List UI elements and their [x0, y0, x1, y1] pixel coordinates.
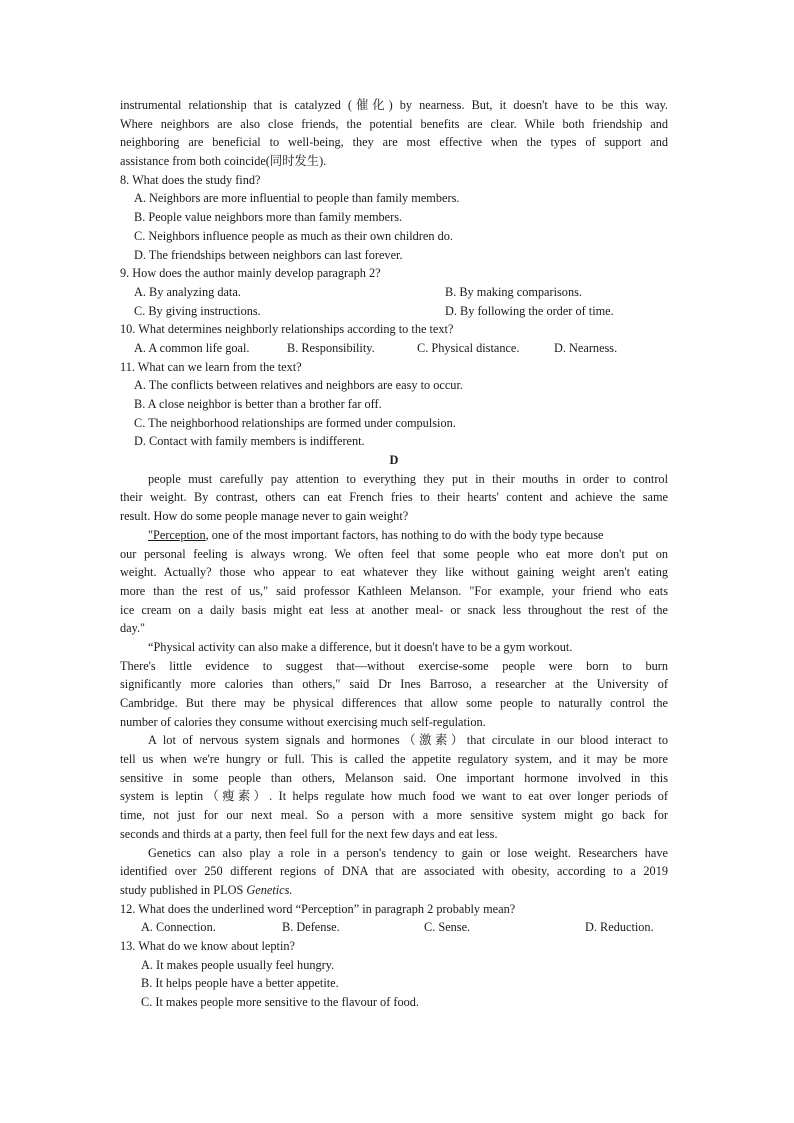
paragraph-line: sensitive in some people than others, Melanson said. One important hormone involved in this — [120, 770, 668, 785]
paragraph-line: seconds and thirds at a party, then feel full for the next few days and eat less. — [120, 826, 498, 841]
option-c: C. By giving instructions. — [134, 303, 261, 318]
options-row — [120, 918, 668, 937]
option-a: A. Neighbors are more influential to people than family members. — [134, 191, 460, 206]
options-row — [120, 339, 668, 358]
option-c: C. It makes people more sensitive to the flavour of food. — [141, 995, 419, 1009]
option-b: B. People value neighbors more than family members. — [134, 210, 403, 225]
paragraph-line: our personal feeling is always wrong. We often feel that some people who eat more don't put on — [120, 546, 668, 561]
section-heading: D — [389, 453, 399, 468]
paragraph-line: more than the rest of us," said professor Kathleen Melanson. "For example, your friend who eats — [120, 583, 668, 598]
question-12 — [120, 900, 668, 937]
paragraph-line: weight. Actually? those who appear to eat whatever they like without gaining weight aren't eating — [120, 565, 668, 580]
option-d: D. The friendships between neighbors can last forever. — [134, 247, 403, 262]
paragraph-5 — [120, 844, 668, 900]
paragraph-line — [120, 881, 668, 900]
option-b: B. A close neighbor is better than a brother far off. — [134, 397, 382, 411]
paragraph-2 — [120, 526, 668, 638]
paragraph-line: system is leptin（瘦素）. It helps regulate how much food we want to eat over longer periods of — [120, 789, 668, 804]
option-a: A. Connection. — [141, 920, 216, 935]
question-9 — [120, 264, 668, 320]
paragraph-line: significantly more calories than others," said Dr Ines Barroso, a researcher at the University of — [120, 677, 668, 692]
paragraph-line: “Physical activity can also make a difference, but it doesn't have to be a gym workout. — [148, 639, 573, 654]
passage-line: assistance from both coincide(同时发生). — [120, 154, 327, 169]
paragraph-line: Genetics can also play a role in a person's tendency to gain or lose weight. Researchers have — [148, 845, 668, 860]
option-c: C. The neighborhood relationships are formed under compulsion. — [134, 415, 456, 430]
paragraph-line: There's little evidence to suggest that—without exercise-some people were born to burn — [120, 658, 668, 673]
option-a: A. It makes people usually feel hungry. — [141, 957, 335, 972]
paragraph-line: A lot of nervous system signals and hormones（激素）that circulate in our blood interact to — [148, 733, 668, 748]
passage-c-end — [120, 96, 668, 171]
option-d: D. Reduction. — [585, 920, 654, 935]
question-stem: 9. How does the author mainly develop paragraph 2? — [120, 266, 381, 281]
passage-line: neighboring are beneficial to well-being, they are most effective when the types of support and — [120, 135, 668, 150]
paragraph-line: identified over 250 different regions of DNA that are associated with obesity, according to a 2019 — [120, 864, 668, 879]
paragraph-line: their weight. By contrast, others can eat French fries to their hearts' content and achieve the same — [120, 490, 668, 505]
paragraph-line: day." — [120, 621, 146, 636]
page-content — [120, 96, 668, 1012]
option-d: D. By following the order of time. — [445, 303, 614, 318]
paragraph-line: time, not just for our next meal. So a person with a more sensitive system might go back for — [120, 808, 668, 823]
question-stem: 10. What determines neighborly relationships according to the text? — [120, 322, 454, 337]
paragraph-line: tell us when we're hungry or full. This is called the appetite regulatory system, and it may be more — [120, 752, 668, 767]
question-11 — [120, 358, 668, 451]
underlined-word: "Perception — [148, 527, 206, 542]
question-13 — [120, 937, 668, 1012]
passage-line: Where neighbors are also close friends, the potential benefits are clear. While both friendship and — [120, 116, 668, 131]
option-b: B. It helps people have a better appetite. — [141, 976, 339, 991]
question-10 — [120, 320, 668, 357]
question-stem: 8. What does the study find? — [120, 172, 261, 187]
passage-line: instrumental relationship that is catalyzed (催化) by nearness. But, it doesn't have to be this way. — [120, 98, 668, 112]
paragraph-line: ice cream on a daily basis might eat less at another meal- or snack less throughout the rest of the — [120, 602, 668, 617]
paragraph-line: Cambridge. But there may be physical differences that allow some people to naturally control the — [120, 696, 668, 710]
option-b: B. Responsibility. — [287, 340, 375, 355]
options-row — [120, 302, 668, 321]
paragraph-3 — [120, 638, 668, 731]
question-stem: 11. What can we learn from the text? — [120, 359, 302, 374]
option-c: C. Neighbors influence people as much as their own children do. — [134, 228, 453, 243]
option-d: D. Contact with family members is indifferent. — [134, 434, 365, 449]
option-a: A. By analyzing data. — [134, 284, 241, 299]
paragraph-1 — [120, 470, 668, 526]
paragraph-4 — [120, 731, 668, 843]
paragraph-text: , one of the most important factors, has nothing to do with the body type because — [205, 527, 604, 542]
question-8 — [120, 171, 668, 264]
question-stem: 12. What does the underlined word “Perception” in paragraph 2 probably mean? — [120, 901, 516, 916]
option-c: C. Physical distance. — [417, 340, 520, 355]
paragraph-text: study published in PLOS — [120, 882, 247, 897]
option-a: A. The conflicts between relatives and neighbors are easy to occur. — [134, 378, 463, 393]
option-b: B. Defense. — [282, 920, 340, 935]
paragraph-line: number of calories they consume without exercising much self-regulation. — [120, 714, 486, 729]
option-b: B. By making comparisons. — [445, 284, 582, 299]
question-stem: 13. What do we know about leptin? — [120, 938, 295, 953]
paragraph-line: result. How do some people manage never to gain weight? — [120, 509, 409, 524]
options-row — [120, 283, 668, 302]
option-d: D. Nearness. — [554, 340, 618, 355]
option-c: C. Sense. — [424, 920, 471, 935]
paragraph-line — [120, 526, 668, 545]
option-a: A. A common life goal. — [134, 340, 250, 355]
paragraph-line: people must carefully pay attention to everything they put in their mouths in order to control — [148, 471, 668, 486]
journal-name: Genetics. — [246, 882, 293, 897]
